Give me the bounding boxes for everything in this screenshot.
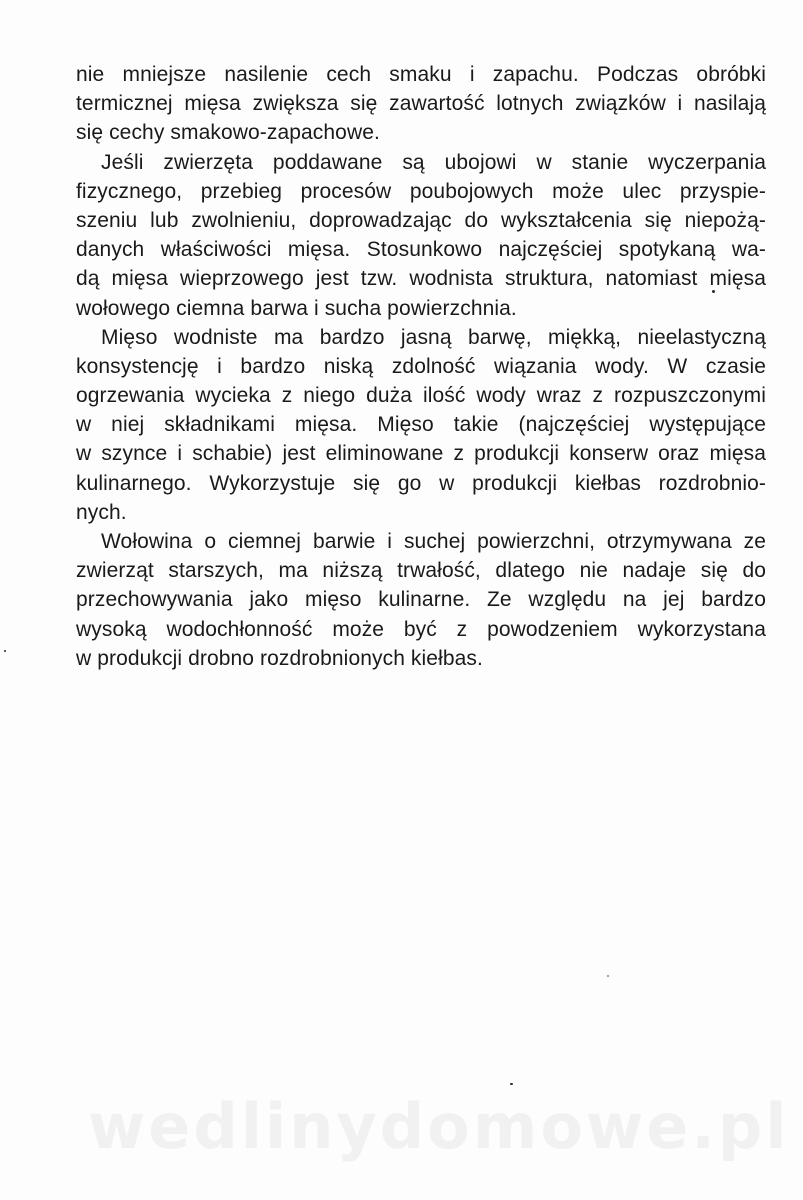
body-text — [76, 60, 766, 673]
text-line: Wołowina o ciemnej barwie i suchej powierzchni, otrzymywana ze — [101, 530, 766, 553]
text-line: fizycznego, przebieg procesów poubojowych może ulec przyspie- — [76, 179, 766, 203]
paragraph-4 — [76, 527, 766, 673]
scan-speck — [607, 975, 609, 977]
paragraph-2 — [76, 148, 766, 323]
text-line: nych. — [76, 500, 127, 524]
text-line: kulinarnego. Wykorzystuje się go w produkcji kiełbas rozdrobnio- — [76, 471, 766, 495]
text-line: zwierząt starszych, ma niższą trwałość, dlatego nie nadaje się do — [76, 559, 766, 583]
text-line: w niej składnikami mięsa. Mięso takie (najczęściej występujące — [76, 413, 766, 437]
text-line: wołowego ciemna barwa i sucha powierzchnia. — [76, 296, 517, 320]
text-line: w szynce i schabie) jest eliminowane z produkcji konserw oraz mięsa — [76, 442, 766, 466]
text-line: dą mięsa wieprzowego jest tzw. wodnista struktura, natomiast mięsa — [76, 267, 766, 291]
text-line: termicznej mięsa zwiększa się zawartość lotnych związków i nasilają — [76, 92, 766, 116]
text-line: w produkcji drobno rozdrobnionych kiełbas. — [76, 646, 483, 670]
scan-speck — [4, 650, 6, 652]
text-line: danych właściwości mięsa. Stosunkowo najczęściej spotykaną wa- — [76, 238, 766, 262]
text-line: szeniu lub zwolnieniu, doprowadzając do wykształcenia się niepożą- — [76, 208, 766, 232]
watermark-text: wedlinydomowe.pl — [88, 1090, 790, 1163]
text-line: wysoką wodochłonność może być z powodzeniem wykorzystana — [76, 617, 766, 641]
text-line: się cechy smakowo-zapachowe. — [76, 121, 380, 145]
text-line: przechowywania jako mięso kulinarne. Ze względu na jej bardzo — [76, 588, 766, 612]
text-line: Mięso wodniste ma bardzo jasną barwę, miękką, nieelastyczną — [101, 325, 766, 349]
scan-speck — [510, 1083, 513, 1085]
text-line: konsystencję i bardzo niską zdolność wiązania wody. W czasie — [76, 354, 766, 378]
scan-speck — [712, 290, 715, 293]
paragraph-1 — [76, 60, 766, 148]
paragraph-3 — [76, 323, 766, 527]
text-line: ogrzewania wycieka z niego duża ilość wody wraz z rozpuszczonymi — [76, 384, 766, 408]
text-line: nie mniejsze nasilenie cech smaku i zapachu. Podczas obróbki — [76, 63, 766, 86]
text-line: Jeśli zwierzęta poddawane są ubojowi w stanie wyczerpania — [101, 150, 766, 174]
